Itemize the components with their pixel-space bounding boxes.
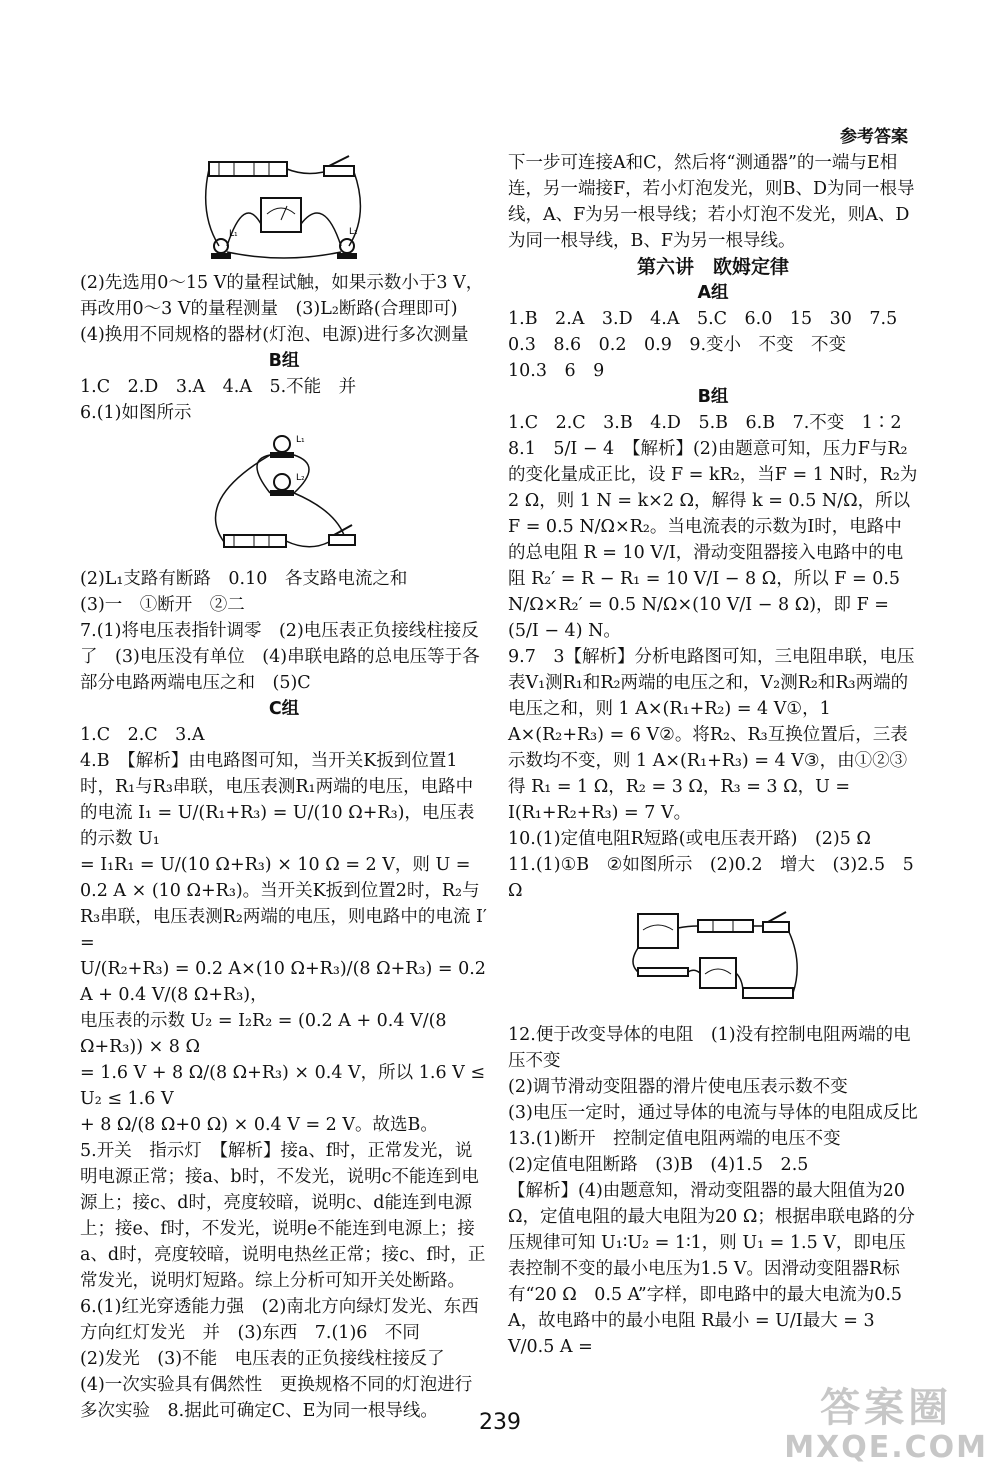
watermark-line2: MXQE.COM	[784, 1430, 988, 1465]
answer-text: 8.1 5/I − 4 【解析】(2)由题意可知，压力F与R₂的变化量成正比，设 F = kR₂，当F = 1 N时，R₂为2 Ω，则 1 N = k×2 Ω，解得 k = 0.5 N/Ω，所以 F = 0.5 N/Ω×R₂。当电流表的示数为I时，电路中的总电阻 R = 10 V/I，滑动变阻器接入电路中的电阻 R₂′ = R − R₁ = 10 V/I − 8 Ω，所以 F = 0.5 N/Ω×R₂′ = 0.5 N/Ω×(10 V/I − 8 Ω)，即 F = (5/I − 4) N。	[508, 439, 918, 641]
answer-text: = I₁R₁ = U/(10 Ω+R₃) × 10 Ω = 2 V，则 U = 0.2 A × (10 Ω+R₃)。当开关K扳到位置2时，R₂与R₃串联，电压表测R₂两端的电压，则电路中的电流 I′ =	[80, 855, 493, 953]
answer-text: 10.3 6 9	[508, 361, 605, 381]
fig1-label-l1: L₁	[229, 229, 238, 239]
answer-text: + 8 Ω/(8 Ω+0 Ω) × 0.4 V = 2 V。故选B。	[80, 1115, 438, 1135]
answer-text: (3)一 ①断开 ②二	[80, 595, 245, 615]
answer-text: = 1.6 V + 8 Ω/(8 Ω+R₃) × 0.4 V，所以 1.6 V ≤ U₂ ≤ 1.6 V	[80, 1063, 491, 1109]
answer-text: 电压表的示数 U₂ = I₂R₂ = (0.2 A + 0.4 V/(8 Ω+R₃)) × 8 Ω	[80, 1011, 453, 1057]
watermark-logo	[784, 1385, 988, 1468]
right-column	[508, 150, 918, 1360]
circuit-figure-voltmeter	[199, 154, 369, 266]
answer-text: 12.便于改变导体的电阻 (1)没有控制电阻两端的电压不变	[508, 1025, 911, 1071]
answer-text: (2)发光 (3)不能 电压表的正负接线柱接反了	[80, 1349, 445, 1369]
answer-text: (2)L₁支路有断路 0.10 各支路电流之和	[80, 569, 408, 589]
page-header-title: 参考答案	[840, 127, 908, 147]
answer-text: 1.B 2.A 3.D 4.A 5.C 6.0 15 30 7.5 0.3 8.6 0.2 0.9 9.变小 不变 不变	[508, 309, 915, 355]
answer-text: 【解析】(4)由题意知，滑动变阻器的最大阻值为20 Ω，定值电阻的最大电阻为20 Ω；根据串联电路的分压规律可知 U₁∶U₂ = 1∶1，则 U₁ = 1.5 V，即电压表控制不变的最小电压为1.5 V。因滑动变阻器R标有“20 Ω 0.5 A”字样，即电路中的最大电流为0.5 A，故电路中的最小电阻 R最小 = U/I最大 = 3 V/0.5 A =	[508, 1181, 915, 1357]
answer-text: U/(R₂+R₃) = 0.2 A×(10 Ω+R₃)/(8 Ω+R₃) = 0.2 A + 0.4 V/(8 Ω+R₃)，	[80, 959, 492, 1005]
section-heading: 第六讲 欧姆定律	[636, 256, 789, 278]
answer-text: 11.(1)①B ②如图所示 (2)0.2 增大 (3)2.5 5 Ω	[508, 855, 920, 901]
answer-text: (2)先选用0～15 V的量程试触，如果示数小于3 V，再改用0～3 V的量程测量 (3)L₂断路(合理即可) (4)换用不同规格的器材(灯泡、电源)进行多次测量	[80, 273, 484, 345]
circuit-figure-ohm	[628, 908, 798, 1018]
answer-text: 1.C 2.C 3.A	[80, 725, 205, 745]
answer-text: 10.(1)定值电阻R短路(或电压表开路) (2)5 Ω	[508, 829, 871, 849]
circuit-figure-parallel	[204, 430, 364, 562]
answer-text: 6.(1)红光穿透能力强 (2)南北方向绿灯发光、东西方向红灯发光 并 (3)东西 7.(1)6 不同	[80, 1297, 479, 1343]
answer-text: (2)定值电阻断路 (3)B (4)1.5 2.5	[508, 1155, 809, 1175]
answer-text: 下一步可连接A和C，然后将“测通器”的一端与E相连，另一端接F，若小灯泡发光，则B、D为同一根导线，A、F为另一根导线；若小灯泡不发光，则A、D为同一根导线，B、F为另一根导线。	[508, 153, 915, 251]
answer-text: 1.C 2.D 3.A 4.A 5.不能 并	[80, 377, 357, 397]
answer-text: 4.B 【解析】由电路图可知，当开关K扳到位置1时，R₁与R₃串联，电压表测R₁两端的电压，电路中的电流 I₁ = U/(R₁+R₃) = U/(10 Ω+R₃)，电压表的示数 U₁	[80, 751, 475, 849]
answer-text: 13.(1)断开 控制定值电阻两端的电压不变	[508, 1129, 841, 1149]
answer-text: 1.C 2.C 3.B 4.D 5.B 6.B 7.不变 1∶2	[508, 413, 902, 433]
answer-text: 9.7 3【解析】分析电路图可知，三电阻串联，电压表V₁测R₁和R₂两端的电压之和，V₂测R₂和R₃两端的电压之和，则 1 A×(R₁+R₂) = 4 V①，1 A×(R₂+R₃) = 6 V②。将R₂、R₃互换位置后，三表示数均不变，则 1 A×(R₁+R₃) = 4 V③，由①②③得 R₁ = 1 Ω，R₂ = 3 Ω，R₃ = 3 Ω，U = I(R₁+R₂+R₃) = 7 V。	[508, 647, 915, 823]
left-column	[80, 150, 493, 1424]
group-heading-c: C组	[268, 699, 300, 719]
answer-text: 7.(1)将电压表指针调零 (2)电压表正负接线柱接反了 (3)电压没有单位 (4)串联电路的总电压等于各部分电路两端电压之和 (5)C	[80, 621, 480, 693]
fig1-label-l2: L₂	[349, 227, 358, 237]
answer-text: (2)调节滑动变阻器的滑片使电压表示数不变	[508, 1077, 848, 1097]
answer-text: (4)一次实验具有偶然性 更换规格不同的灯泡进行多次实验 8.据此可确定C、E为同一根导线。	[80, 1375, 473, 1421]
group-heading-b: B组	[697, 387, 729, 407]
answer-text: 5.开关 指示灯 【解析】接a、f时，正常发光，说明电源正常；接a、b时，不发光，说明c不能连到电源上；接c、d时，亮度较暗，说明c、d能连到电源上；接e、f时，不发光，说明e不能连到电源上；接a、d时，亮度较暗，说明电热丝正常；接c、f时，正常发光，说明灯短路。综上分析可知开关处断路。	[80, 1141, 486, 1291]
answer-text: (3)电压一定时，通过导体的电流与导体的电阻成反比	[508, 1103, 918, 1123]
group-heading-a: A组	[697, 283, 729, 303]
answer-text: 6.(1)如图所示	[80, 403, 192, 423]
watermark-line1: 答案圈	[820, 1385, 953, 1431]
group-heading-b: B组	[268, 351, 300, 371]
fig2-label-l2: L₂	[296, 473, 305, 483]
page-number: 239	[479, 1410, 521, 1435]
fig2-label-l1: L₁	[296, 435, 305, 445]
